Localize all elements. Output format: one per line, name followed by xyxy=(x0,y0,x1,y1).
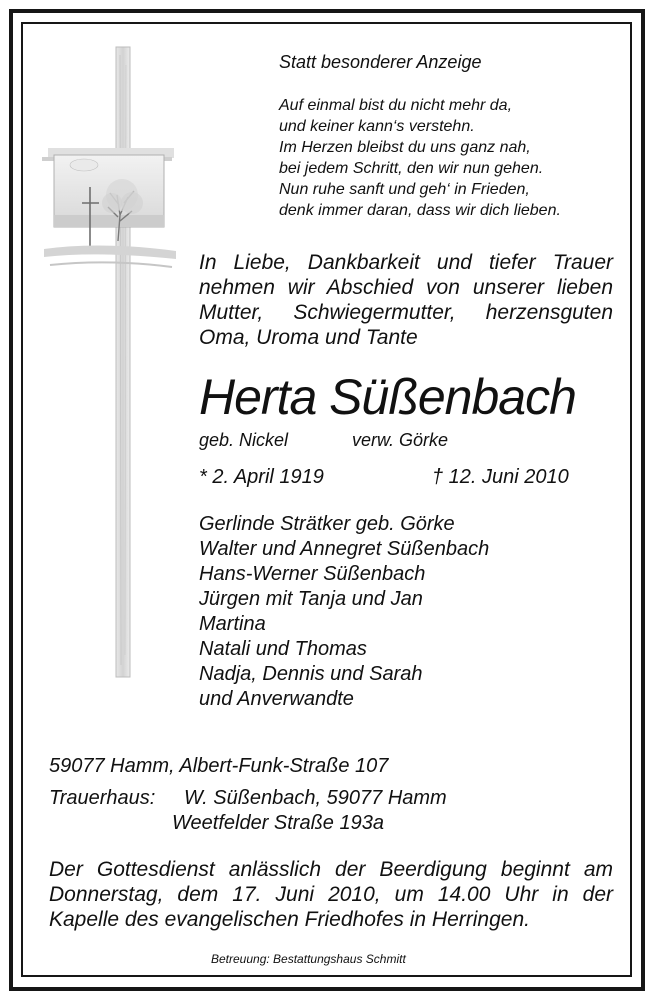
intro-line: In Liebe, Dankbarkeit und tiefer Trauer xyxy=(199,251,613,274)
cross-tree-illustration xyxy=(40,45,180,685)
service-line: Kapelle des evangelischen Friedhofes in Herringen. xyxy=(49,908,530,931)
intro-text xyxy=(199,250,613,350)
mourner: Walter und Annegret Süßenbach xyxy=(199,538,490,560)
poem-line: bei jedem Schritt, den wir nun gehen. xyxy=(279,160,544,177)
mourner: Gerlinde Strätker geb. Görke xyxy=(199,513,455,535)
birth-date: * 2. April 1919 xyxy=(199,466,324,488)
widowed-name: verw. Görke xyxy=(352,430,449,450)
mourner: Jürgen mit Tanja und Jan xyxy=(199,588,423,610)
poem-line: denk immer daran, dass wir dich lieben. xyxy=(279,202,561,219)
undertaker-credit: Betreuung: Bestattungshaus Schmitt xyxy=(211,952,406,966)
intro-line: nehmen wir Abschied von unserer lieben xyxy=(199,276,613,299)
service-line: Donnerstag, dem 17. Juni 2010, um 14.00 Uhr in der xyxy=(49,883,613,906)
maiden-name: geb. Nickel xyxy=(199,430,289,450)
mourner: Martina xyxy=(199,613,266,635)
motto: Statt besonderer Anzeige xyxy=(279,52,482,72)
mourning-house-line1: W. Süßenbach, 59077 Hamm xyxy=(184,787,447,809)
poem-line: Auf einmal bist du nicht mehr da, xyxy=(279,97,513,114)
mourning-house-line2: Weetfelder Straße 193a xyxy=(172,812,384,834)
poem-line: und keiner kann‘s verstehn. xyxy=(279,118,475,135)
intro-line: Oma, Uroma und Tante xyxy=(199,326,418,349)
deceased-name: Herta Süßenbach xyxy=(199,369,576,425)
mourner: Natali und Thomas xyxy=(199,638,367,660)
mourner: Nadja, Dennis und Sarah xyxy=(199,663,423,685)
mourner: und Anverwandte xyxy=(199,688,354,710)
death-date: † 12. Juni 2010 xyxy=(432,466,569,488)
poem xyxy=(279,95,561,221)
mourning-house-label: Trauerhaus: xyxy=(49,787,156,809)
service-line: Der Gottesdienst anlässlich der Beerdigung beginnt am xyxy=(49,858,613,881)
intro-line: Mutter, Schwiegermutter, herzensguten xyxy=(199,301,613,324)
poem-line: Im Herzen bleibst du uns ganz nah, xyxy=(279,139,531,156)
mourner: Hans-Werner Süßenbach xyxy=(199,563,426,585)
poem-line: Nun ruhe sanft und geh‘ in Frieden, xyxy=(279,181,530,198)
service-notice xyxy=(49,857,613,932)
address: 59077 Hamm, Albert-Funk-Straße 107 xyxy=(49,755,389,777)
mourners-list xyxy=(199,512,489,712)
